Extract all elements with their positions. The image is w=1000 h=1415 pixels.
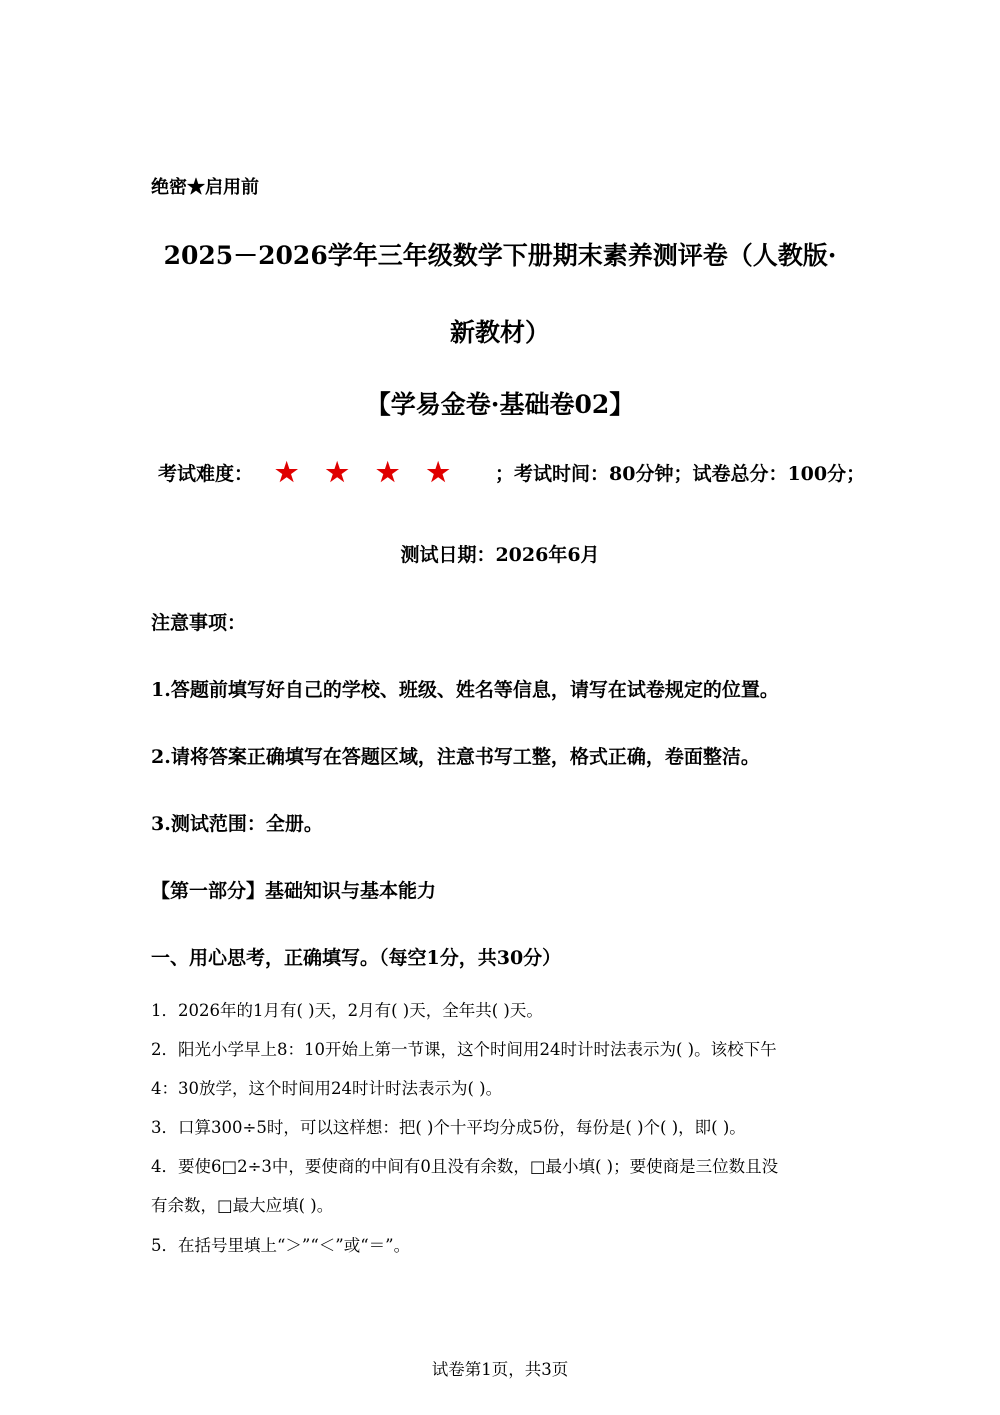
question-2-line-1: 2．阳光小学早上8：10开始上第一节课，这个时间用24时计时法表示为( )。该校下午 (151, 1040, 777, 1059)
exam-time-and-score: ；考试时间：80分钟；试卷总分：100分； (495, 463, 866, 485)
star-icon: ★ (325, 457, 349, 488)
exam-subtitle: 【学易金卷·基础卷02】 (365, 390, 635, 419)
star-icon: ★ (426, 457, 450, 488)
star-icon: ★ (275, 457, 299, 488)
question-4-line-1: 4．要使6□2÷3中，要使商的中间有0且没有余数，□最小填( )；要使商是三位数且没 (151, 1157, 779, 1176)
page-footer: 试卷第1页，共3页 (431, 1360, 569, 1379)
note-item: 1.答题前填写好自己的学校、班级、姓名等信息，请写在试卷规定的位置。 (151, 679, 779, 701)
question-4-line-2: 有余数，□最大应填( )。 (151, 1196, 334, 1215)
part-title: 【第一部分】基础知识与基本能力 (151, 880, 437, 902)
confidential-label: 绝密★启用前 (151, 177, 259, 198)
note-item: 2.请将答案正确填写在答题区域，注意书写工整，格式正确，卷面整洁。 (151, 746, 760, 768)
note-item: 3.测试范围：全册。 (151, 813, 323, 835)
exam-title-line-2: 新教材） (449, 318, 550, 347)
question-5: 5．在括号里填上“＞”“＜”或“＝”。 (151, 1236, 411, 1255)
difficulty-label: 考试难度： (158, 463, 254, 485)
question-1: 1．2026年的1月有( )天，2月有( )天，全年共( )天。 (151, 1001, 543, 1020)
star-icon: ★ (376, 457, 400, 488)
notes-title: 注意事项： (151, 612, 247, 634)
difficulty-stars (275, 457, 477, 488)
section-title: 一、用心思考，正确填写。（每空1分，共30分） (151, 947, 562, 969)
question-3: 3．口算300÷5时，可以这样想：把( )个十平均分成5份，每份是( )个( )，即( )。 (151, 1118, 746, 1137)
question-2-line-2: 4：30放学，这个时间用24时计时法表示为( )。 (151, 1079, 503, 1098)
test-date: 测试日期：2026年6月 (400, 544, 600, 566)
exam-info-row (158, 459, 865, 486)
exam-title-line-1: 2025－2026学年三年级数学下册期末素养测评卷（人教版· (163, 241, 837, 270)
